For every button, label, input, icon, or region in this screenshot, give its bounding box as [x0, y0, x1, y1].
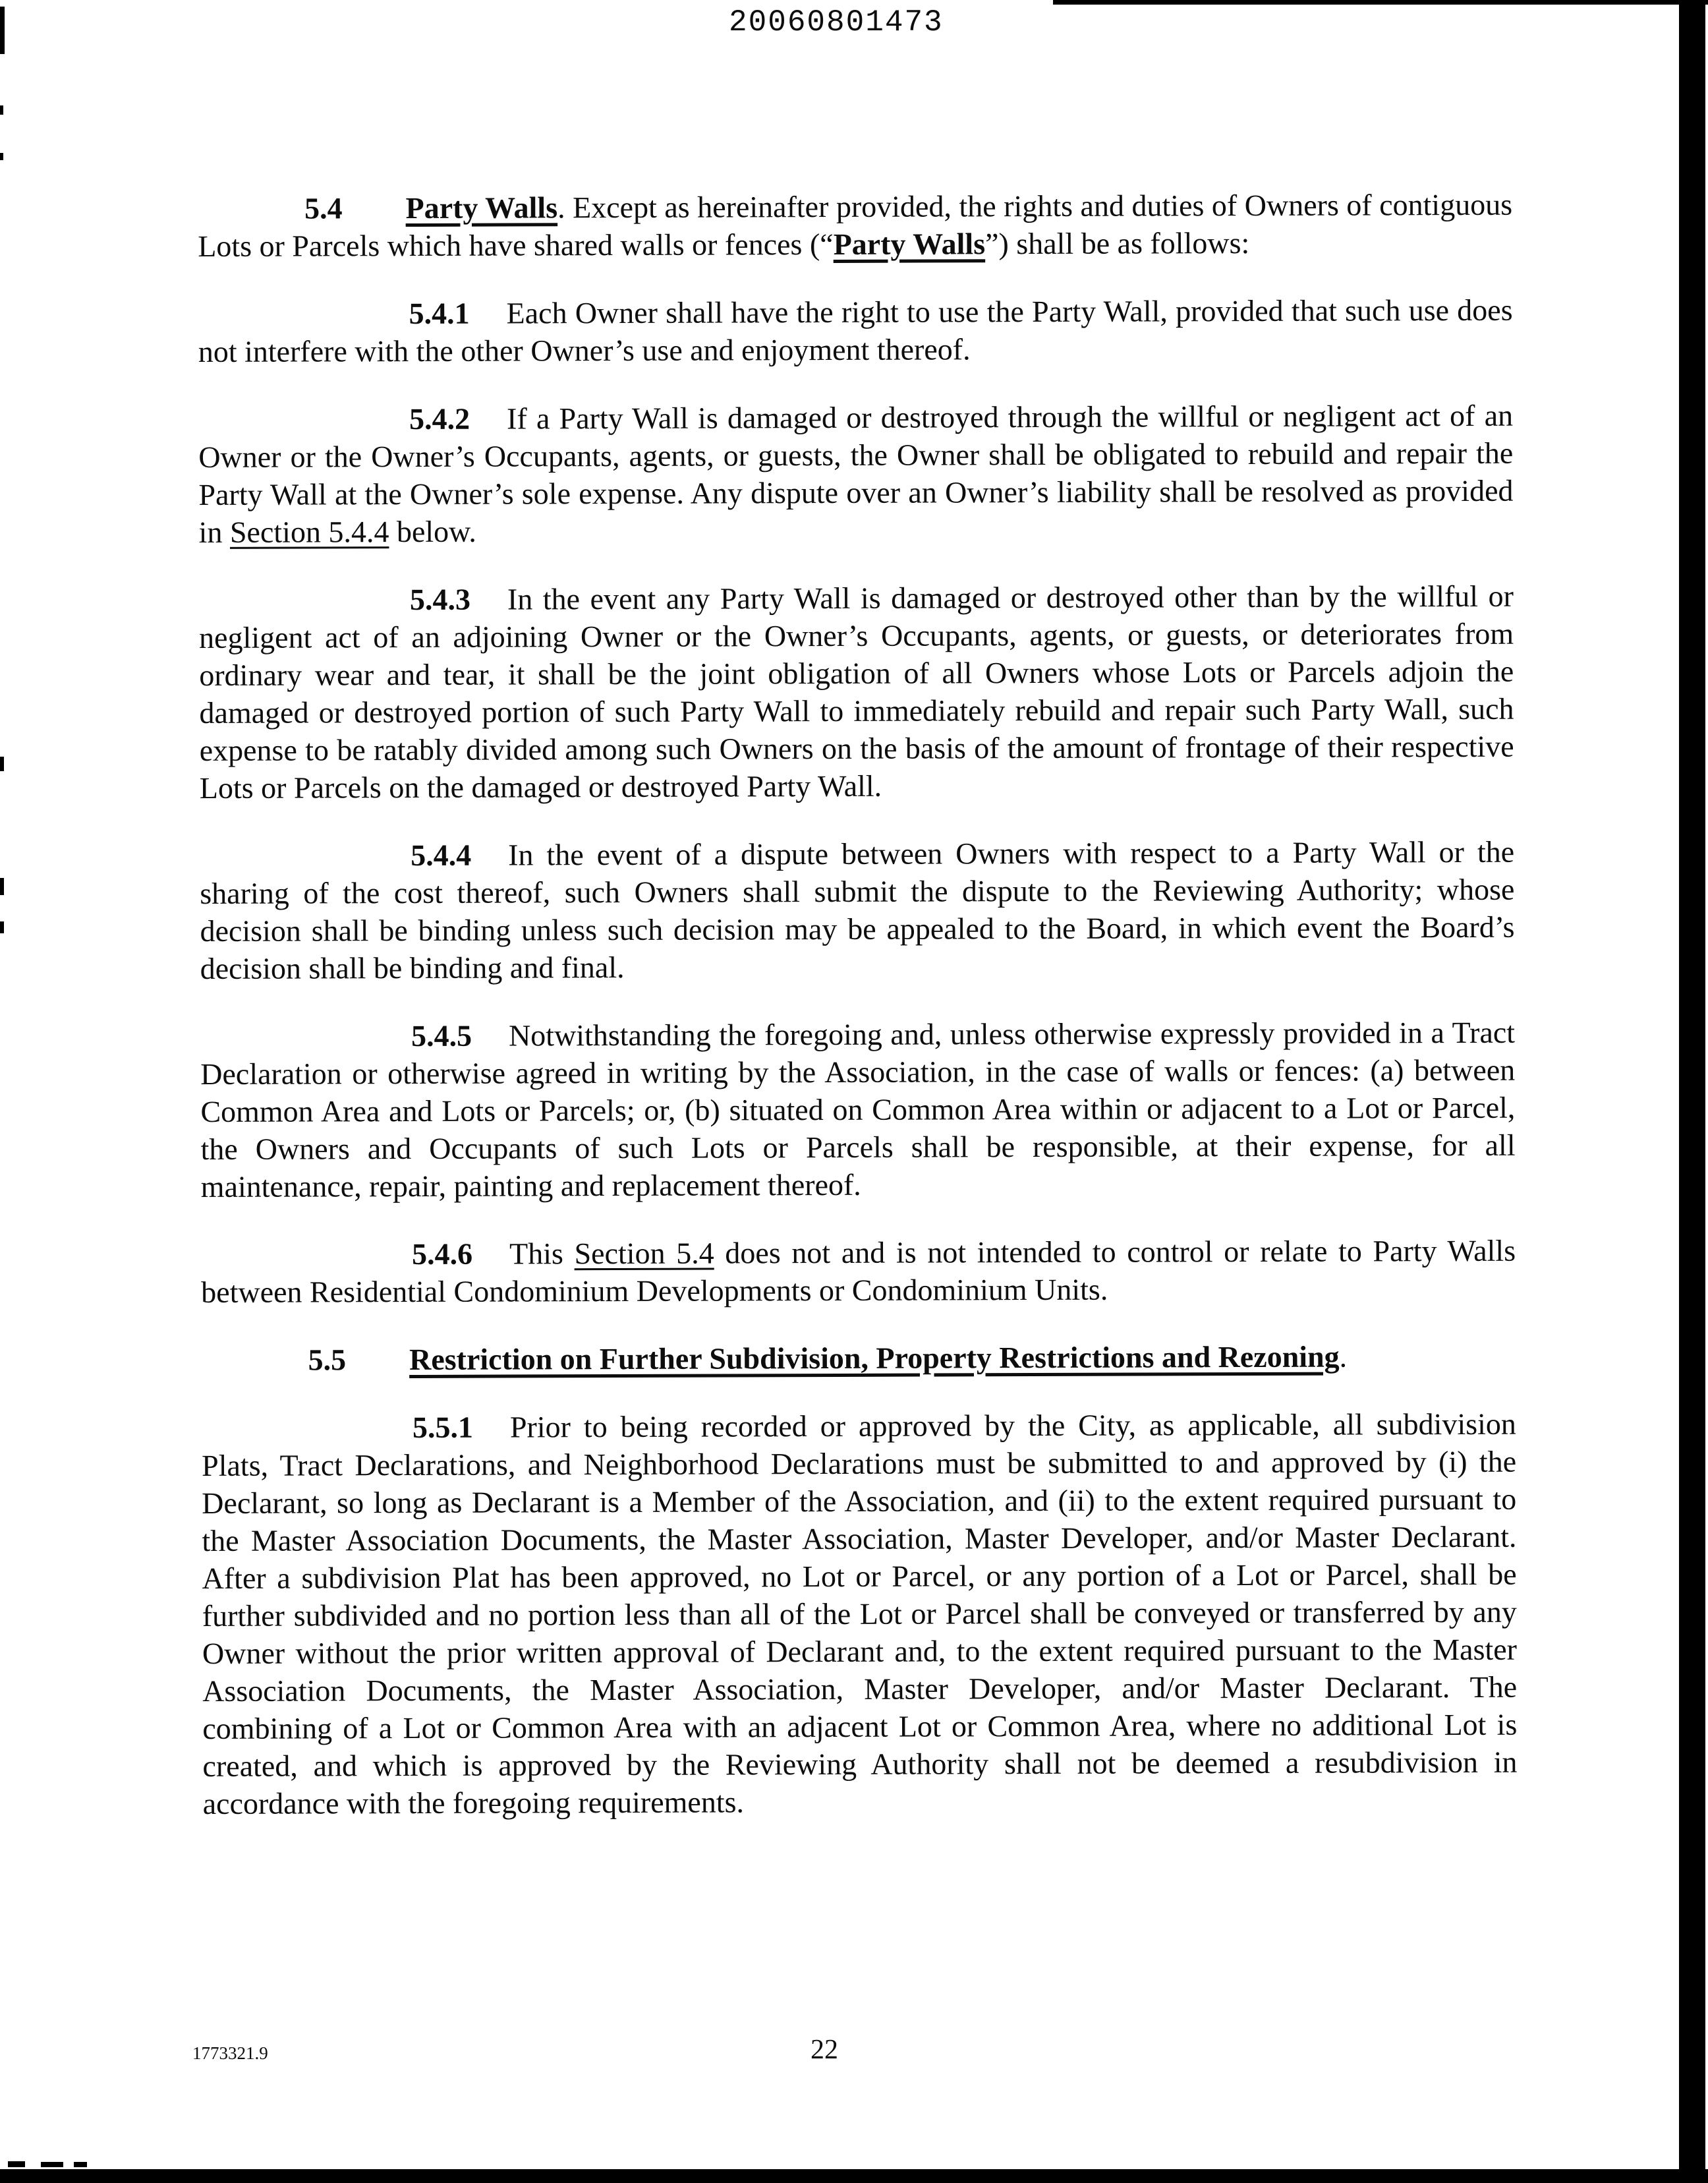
section-number: 5.4.2: [409, 401, 470, 436]
section-title: Party Walls: [405, 190, 558, 225]
recording-number: 20060801473: [729, 5, 944, 40]
section-5.4.3-paragraph: [199, 577, 1514, 807]
section-5.4.6-paragraph: [201, 1232, 1516, 1311]
paragraph-text: If a Party Wall is damaged or destroyed through the willful or negligent act of an Owner or the Owner’s Occupants, agents, or guests, the Owner shall be obligated to rebuild and repair the Party Wall at the Owner’s sole expense. Any dispute over an Owner’s liability shall be resolved as provided in: [198, 398, 1514, 549]
paragraph-text: .: [1339, 1339, 1348, 1374]
paragraph-text: Notwithstanding the foregoing and, unless otherwise expressly provided in a Tract Declaration or otherwise agreed in writing by the Association, in the case of walls or fences: (a) between Common Area and Lots or Parcels; or, (b) situated on Common Area within or adjacent to a Lot or Parcel, the Owners and Occupants of such Lots or Parcels shall be responsible, at their expense, for all maintenance, repair, painting and replacement thereof.: [200, 1015, 1516, 1204]
section-number: 5.4.4: [411, 838, 472, 872]
defined-term: Party Walls: [833, 227, 986, 261]
section-cross-reference: Section 5.4.4: [229, 515, 389, 549]
scan-artifact-bottom-smudge: [41, 2162, 63, 2167]
paragraph-text: Each Owner shall have the right to use the Party Wall, provided that such use does not interfere with the other Owner’s use and enjoyment thereof.: [198, 293, 1513, 368]
section-number: 5.5.1: [412, 1410, 473, 1444]
scan-artifact-bottom-edge: [0, 2169, 1708, 2183]
scan-artifact-left-mark: [0, 757, 4, 771]
paragraph-text: This: [509, 1237, 575, 1271]
scan-artifact-right-edge: [1679, 0, 1705, 2183]
paragraph-text: In the event of a dispute between Owners with respect to a Party Wall or the sharing of the cost thereof, such Owners shall submit the dispute to the Reviewing Authority; whose decision shall be binding unless such decision may be appealed to the Board, in which event the Board’s decision shall be binding and final.: [200, 834, 1515, 985]
scan-artifact-left-mark: [0, 921, 4, 933]
page-number: 22: [811, 2035, 838, 2065]
section-5.4.4-paragraph: [200, 833, 1515, 987]
paragraph-text: does not and is not intended to control or relate to Party Walls between Residential Condominium Developments or Condominium Units.: [201, 1233, 1516, 1309]
scan-artifact-left-mark: [0, 878, 4, 895]
section-number: 5.4.1: [409, 296, 470, 330]
paragraph-text: Prior to being recorded or approved by the City, as applicable, all subdivision Plats, Tract Declarations, and Neighborhood Declarations must be submitted to and approved by (i) the Declarant, so long as Declarant is a Member of the Association, and (ii) to the extent required pursuant to the Master Association Documents, the Master Association, Master Developer, and/or Master Declarant. After a subdivision Plat has been approved, no Lot or Parcel, or any portion of a Lot or Parcel, shall be further subdivided and no portion less than all of the Lot or Parcel shall be conveyed or transferred by any Owner without the prior written approval of Declarant and, to the extent required pursuant to the Master Association Documents, the Master Association, Master Developer, and/or Master Declarant. The combining of a Lot or Common Area with an adjacent Lot or Common Area, where no additional Lot is created, and which is approved by the Reviewing Authority shall not be deemed a resubdivision in accordance with the foregoing requirements.: [202, 1407, 1518, 1820]
section-number: 5.4.3: [409, 582, 471, 616]
scan-artifact-left-mark: [0, 7, 5, 54]
section-cross-reference: Section 5.4: [574, 1236, 714, 1271]
scan-artifact-left-mark: [0, 105, 3, 115]
section-5.4.5-paragraph: [200, 1014, 1516, 1206]
paragraph-text: . Except as hereinafter provided, the rights and duties of Owners of contiguous Lots or Parcels which have shared walls or fences (“: [198, 187, 1513, 263]
section-5.4-heading-paragraph: [198, 186, 1512, 265]
document-body: [198, 186, 1518, 1853]
paragraph-text: ”) shall be as follows:: [984, 225, 1250, 261]
section-number: 5.5: [308, 1343, 347, 1377]
section-number: 5.4: [304, 191, 343, 225]
section-number: 5.4.6: [411, 1237, 473, 1271]
paragraph-text: In the event any Party Wall is damaged or destroyed other than by the willful or negligent act of an adjoining Owner or the Owner’s Occupants, agents, or guests, or deteriorates from ordinary wear and tear, it shall be the joint obligation of all Owners whose Lots or Parcels adjoin the damaged or destroyed portion of such Party Wall to immediately rebuild and repair such Party Wall, such expense to be ratably divided among such Owners on the basis of the amount of frontage of their respective Lots or Parcels on the damaged or destroyed Party Wall.: [199, 579, 1514, 805]
section-5.4.1-paragraph: [198, 291, 1513, 370]
scan-artifact-top-edge: [1053, 0, 1708, 5]
scan-artifact-bottom-smudge: [74, 2162, 87, 2167]
scan-artifact-bottom-smudge: [8, 2161, 25, 2167]
section-number: 5.4.5: [411, 1018, 472, 1053]
section-5.5.1-paragraph: [202, 1405, 1518, 1822]
section-title: Restriction on Further Subdivision, Property Restrictions and Rezoning: [409, 1339, 1340, 1376]
paragraph-text: below.: [389, 514, 476, 549]
document-reference-number: 1773321.9: [192, 2043, 268, 2063]
scan-artifact-left-mark: [0, 153, 3, 160]
section-5.4.2-paragraph: [198, 397, 1514, 551]
section-5.5-heading-paragraph: [201, 1337, 1516, 1379]
